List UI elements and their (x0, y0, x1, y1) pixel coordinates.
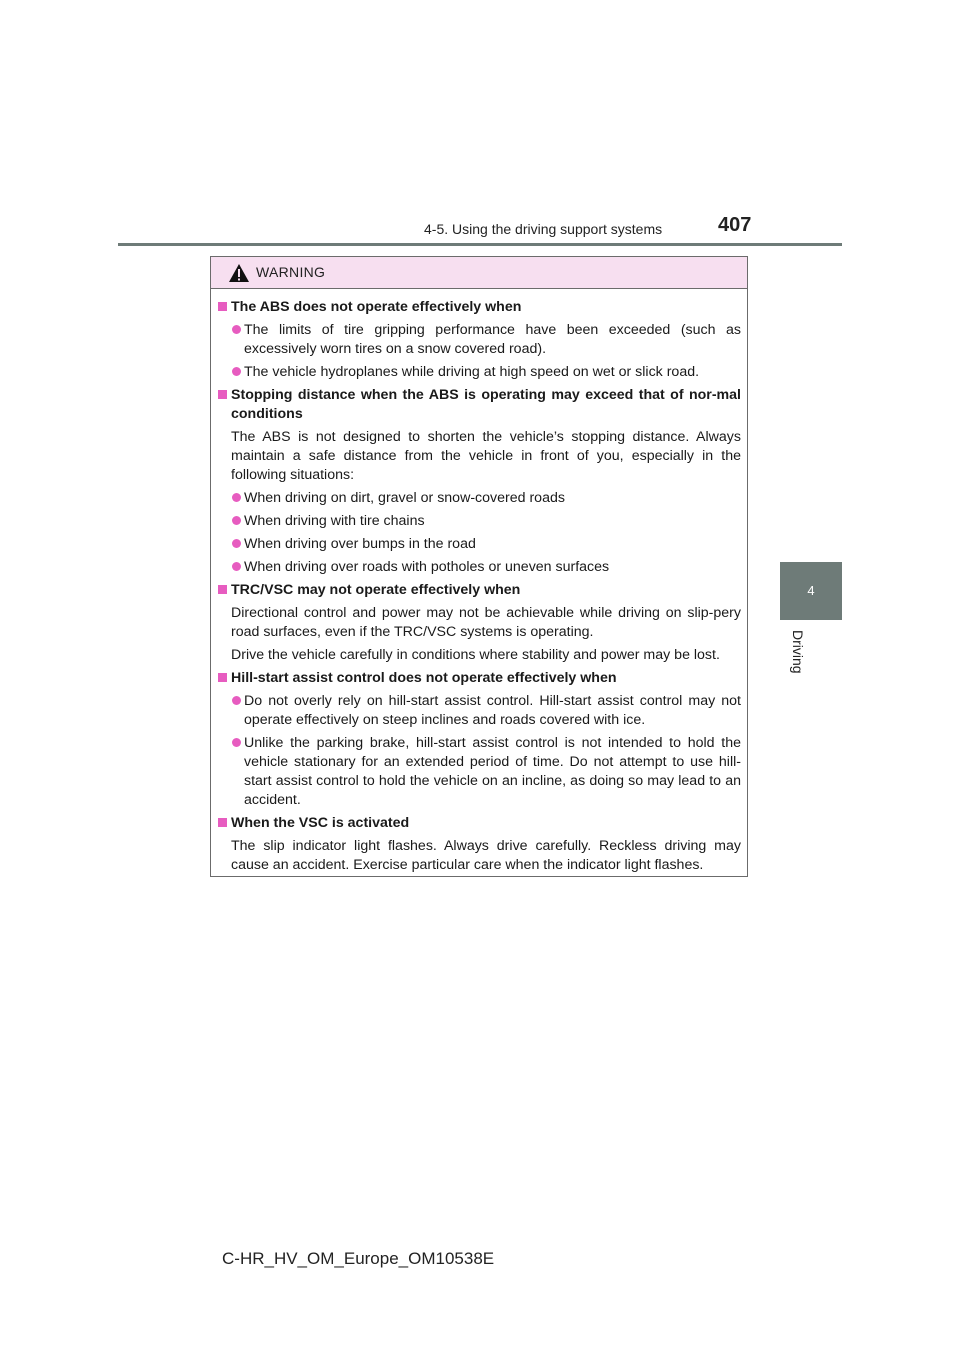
document-code: C-HR_HV_OM_Europe_OM10538E (222, 1249, 495, 1268)
warning-text: The ABS does not operate effectively when (231, 299, 522, 315)
warning-text: Unlike the parking brake, hill-start assist control is not intended to hold the vehicle stationary for an extended period of time. Do not attempt to use hill-start assist control to hold the vehicle on an incline, as doing so may lead to an accident. (244, 735, 741, 808)
warning-text: Drive the vehicle carefully in conditions where stability and power may be lost. (231, 647, 720, 663)
warning-heading (217, 814, 741, 833)
round-bullet-icon (232, 539, 241, 548)
round-bullet-icon (232, 493, 241, 502)
round-bullet-icon (232, 738, 241, 747)
warning-text: When driving over bumps in the road (244, 536, 476, 552)
chapter-label: Driving (790, 630, 806, 674)
square-bullet-icon (218, 673, 227, 682)
warning-text: When driving over roads with potholes or uneven surfaces (244, 559, 610, 575)
warning-heading (217, 669, 741, 688)
warning-text: Directional control and power may not be achievable while driving on slip-pery road surfaces, even if the TRC/VSC systems is operating. (231, 605, 741, 640)
warning-bullet-item (217, 535, 741, 554)
square-bullet-icon (218, 302, 227, 311)
warning-triangle-icon (228, 263, 250, 283)
warning-bullet-item (217, 734, 741, 810)
warning-text: When driving with tire chains (244, 513, 425, 529)
header-divider (118, 243, 842, 246)
warning-text: The limits of tire gripping performance have been exceeded (such as excessively worn tires on a snow covered road). (244, 322, 741, 357)
warning-bullet-item (217, 489, 741, 508)
warning-bullet-item (217, 558, 741, 577)
warning-text: Stopping distance when the ABS is operating may exceed that of nor-mal conditions (231, 387, 741, 422)
running-header-section: 4-5. Using the driving support systems (424, 221, 663, 237)
round-bullet-icon (232, 516, 241, 525)
round-bullet-icon (232, 367, 241, 376)
round-bullet-icon (232, 325, 241, 334)
page-number: 407 (718, 214, 752, 236)
warning-heading (217, 581, 741, 600)
warning-bullet-item (217, 692, 741, 730)
round-bullet-icon (232, 696, 241, 705)
warning-box (210, 256, 748, 877)
warning-text: Do not overly rely on hill-start assist control. Hill-start assist control may not operate effectively on steep inclines and roads covered with ice. (244, 693, 741, 728)
warning-heading (217, 386, 741, 424)
warning-text: The slip indicator light flashes. Always drive carefully. Reckless driving may cause an accident. Exercise particular care when the indicator light flashes. (231, 838, 741, 873)
round-bullet-icon (232, 562, 241, 571)
warning-text: The ABS is not designed to shorten the vehicle’s stopping distance. Always maintain a safe distance from the vehicle in front of you, especially in the following situations: (231, 429, 741, 483)
warning-bullet-item (217, 512, 741, 531)
warning-paragraph (217, 428, 741, 485)
warning-body (211, 289, 747, 875)
square-bullet-icon (218, 390, 227, 399)
warning-bullet-item (217, 363, 741, 382)
warning-text: When the VSC is activated (231, 815, 410, 831)
warning-text: The vehicle hydroplanes while driving at high speed on wet or slick road. (244, 364, 700, 380)
square-bullet-icon (218, 585, 227, 594)
warning-bullet-item (217, 321, 741, 359)
warning-text: When driving on dirt, gravel or snow-covered roads (244, 490, 565, 506)
square-bullet-icon (218, 818, 227, 827)
warning-text: Hill-start assist control does not operate effectively when (231, 670, 617, 686)
chapter-tab: 4 (780, 562, 842, 620)
warning-paragraph (217, 604, 741, 642)
warning-paragraph (217, 646, 741, 665)
warning-title: WARNING (256, 264, 326, 280)
warning-paragraph (217, 837, 741, 875)
warning-header (211, 257, 747, 289)
warning-heading (217, 298, 741, 317)
warning-text: TRC/VSC may not operate effectively when (231, 582, 521, 598)
